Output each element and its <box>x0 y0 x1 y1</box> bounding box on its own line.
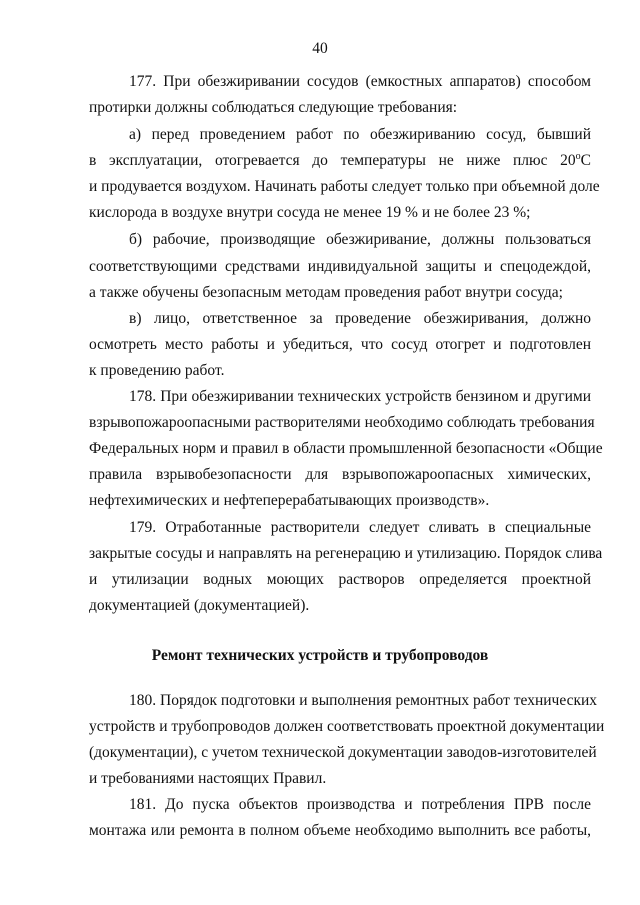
paragraph-line: б) рабочие, производящие обезжиривание, должны пользоваться <box>129 231 591 248</box>
paragraph-line: нефтехимических и нефтеперерабатывающих производств». <box>89 492 490 509</box>
paragraph-line: соответствующими средствами индивидуальной защиты и спецодеждой, <box>89 258 591 275</box>
paragraph-line: взрывопожароопасными растворителями необходимо соблюдать требования <box>89 414 595 431</box>
paragraph-line: кислорода в воздухе внутри сосуда не менее 19 % и не более 23 %; <box>89 204 531 221</box>
paragraph-line: устройств и трубопроводов должен соответствовать проектной документации <box>89 718 605 735</box>
paragraph-line: Федеральных норм и правил в области промышленной безопасности «Общие <box>89 440 603 457</box>
paragraph-line: а) перед проведением работ по обезжириванию сосуд, бывший <box>129 126 591 143</box>
paragraph-line: и требованиями настоящих Правил. <box>89 770 327 787</box>
paragraph-line: (документации), с учетом технической документации заводов-изготовителей <box>89 744 597 761</box>
section-heading: Ремонт технических устройств и трубопроводов <box>151 647 489 664</box>
paragraph-line: и продувается воздухом. Начинать работы следует только при объемной доле <box>89 178 600 195</box>
paragraph-line: а также обучены безопасным методам проведения работ внутри сосуда; <box>89 284 563 301</box>
paragraph-line: 180. Порядок подготовки и выполнения ремонтных работ технических <box>129 692 598 709</box>
paragraph-line: 179. Отработанные растворители следует сливать в специальные <box>129 519 591 536</box>
paragraph-line: к проведению работ. <box>89 362 225 379</box>
degree-superscript: o <box>575 151 581 162</box>
paragraph-line: в) лицо, ответственное за проведение обезжиривания, должно <box>129 310 591 327</box>
text-fragment: в эксплуатации, отогревается до температуры не ниже плюс 20 <box>89 152 576 169</box>
paragraph-line: 177. При обезжиривании сосудов (емкостных аппаратов) способом <box>129 73 591 90</box>
paragraph-line: протирки должны соблюдаться следующие требования: <box>89 99 458 116</box>
text-fragment: C <box>580 152 591 169</box>
paragraph-line: закрытые сосуды и направлять на регенерацию и утилизацию. Порядок слива <box>89 545 603 562</box>
paragraph-line: 178. При обезжиривании технических устройств бензином и другими <box>129 388 591 405</box>
paragraph-line: 181. До пуска объектов производства и потребления ПРВ после <box>129 796 591 813</box>
paragraph-line: и утилизации водных моющих растворов определяется проектной <box>89 571 591 588</box>
paragraph-line <box>89 150 591 172</box>
paragraph-line: осмотреть место работы и убедиться, что сосуд отогрет и подготовлен <box>89 336 591 353</box>
paragraph-line: правила взрывобезопасности для взрывопожароопасных химических, <box>89 466 591 483</box>
page-number: 40 <box>312 40 328 57</box>
paragraph-line: монтажа или ремонта в полном объеме необходимо выполнить все работы, <box>89 822 591 839</box>
paragraph-line: документацией (документацией). <box>89 597 310 614</box>
